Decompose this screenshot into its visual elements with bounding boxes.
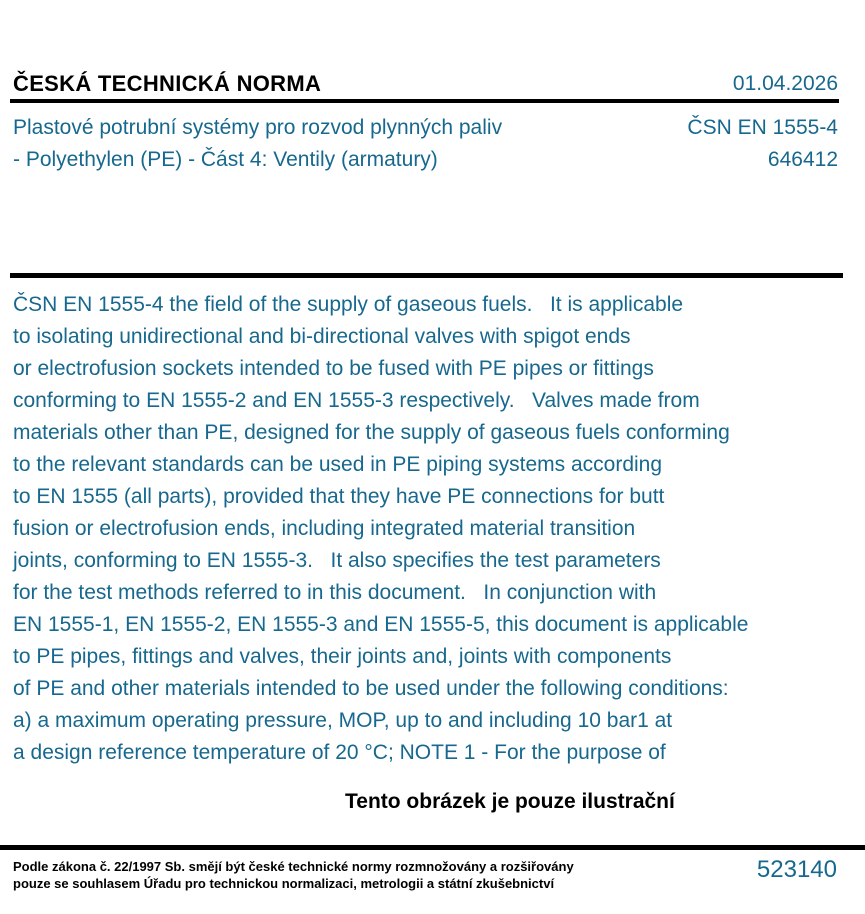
illustration-disclaimer: Tento obrázek je pouze ilustrační [345,790,675,813]
copyright-line: Podle zákona č. 22/1997 Sb. smějí být české technické normy rozmnožovány a rozšiřovány [13,859,574,874]
page-title: ČESKÁ TECHNICKÁ NORMA [13,71,322,96]
abstract-text [13,289,748,769]
abstract-line: conforming to EN 1555-2 and EN 1555-3 respectively. Valves made from [13,389,700,412]
copyright-line: pouze se souhlasem Úřadu pro technickou normalizaci, metrologii a státní zkušebnictví [13,875,555,891]
abstract-line: materials other than PE, designed for the supply of gaseous fuels conforming [13,421,730,444]
abstract-line: of PE and other materials intended to be used under the following conditions: [13,677,729,700]
standard-title-line-1: Plastové potrubní systémy pro rozvod plynných paliv [13,116,503,139]
copyright-notice [13,859,574,892]
abstract-line: fusion or electrofusion ends, including integrated material transition [13,517,636,540]
abstract-line: to EN 1555 (all parts), provided that they have PE connections for butt [13,485,665,508]
header-rule [10,99,839,103]
abstract-line: a) a maximum operating pressure, MOP, up to and including 10 bar1 at [13,709,673,732]
abstract-line: ČSN EN 1555-4 the field of the supply of gaseous fuels. It is applicable [13,293,684,316]
classification-code: 646412 [767,148,838,171]
abstract-line: to the relevant standards can be used in PE piping systems according [13,453,663,476]
standard-title-line-2: - Polyethylen (PE) - Část 4: Ventily (armatury) [13,148,438,171]
standard-designation: ČSN EN 1555-4 [687,116,838,139]
abstract-line: to PE pipes, fittings and valves, their joints and, joints with components [13,645,672,668]
abstract-line: or electrofusion sockets intended to be fused with PE pipes or fittings [13,357,654,380]
abstract-line: a design reference temperature of 20 °C; NOTE 1 - For the purpose of [13,741,666,764]
order-number: 523140 [756,856,837,883]
section-divider-rule [10,273,843,278]
abstract-line: EN 1555-1, EN 1555-2, EN 1555-3 and EN 1555-5, this document is applicable [13,613,749,636]
abstract-line: joints, conforming to EN 1555-3. It also specifies the test parameters [13,549,661,572]
approval-date: 01.04.2026 [732,72,838,95]
abstract-line: for the test methods referred to in this document. In conjunction with [13,581,657,604]
footer-rule [0,845,865,850]
abstract-line: to isolating unidirectional and bi-directional valves with spigot ends [13,325,631,348]
